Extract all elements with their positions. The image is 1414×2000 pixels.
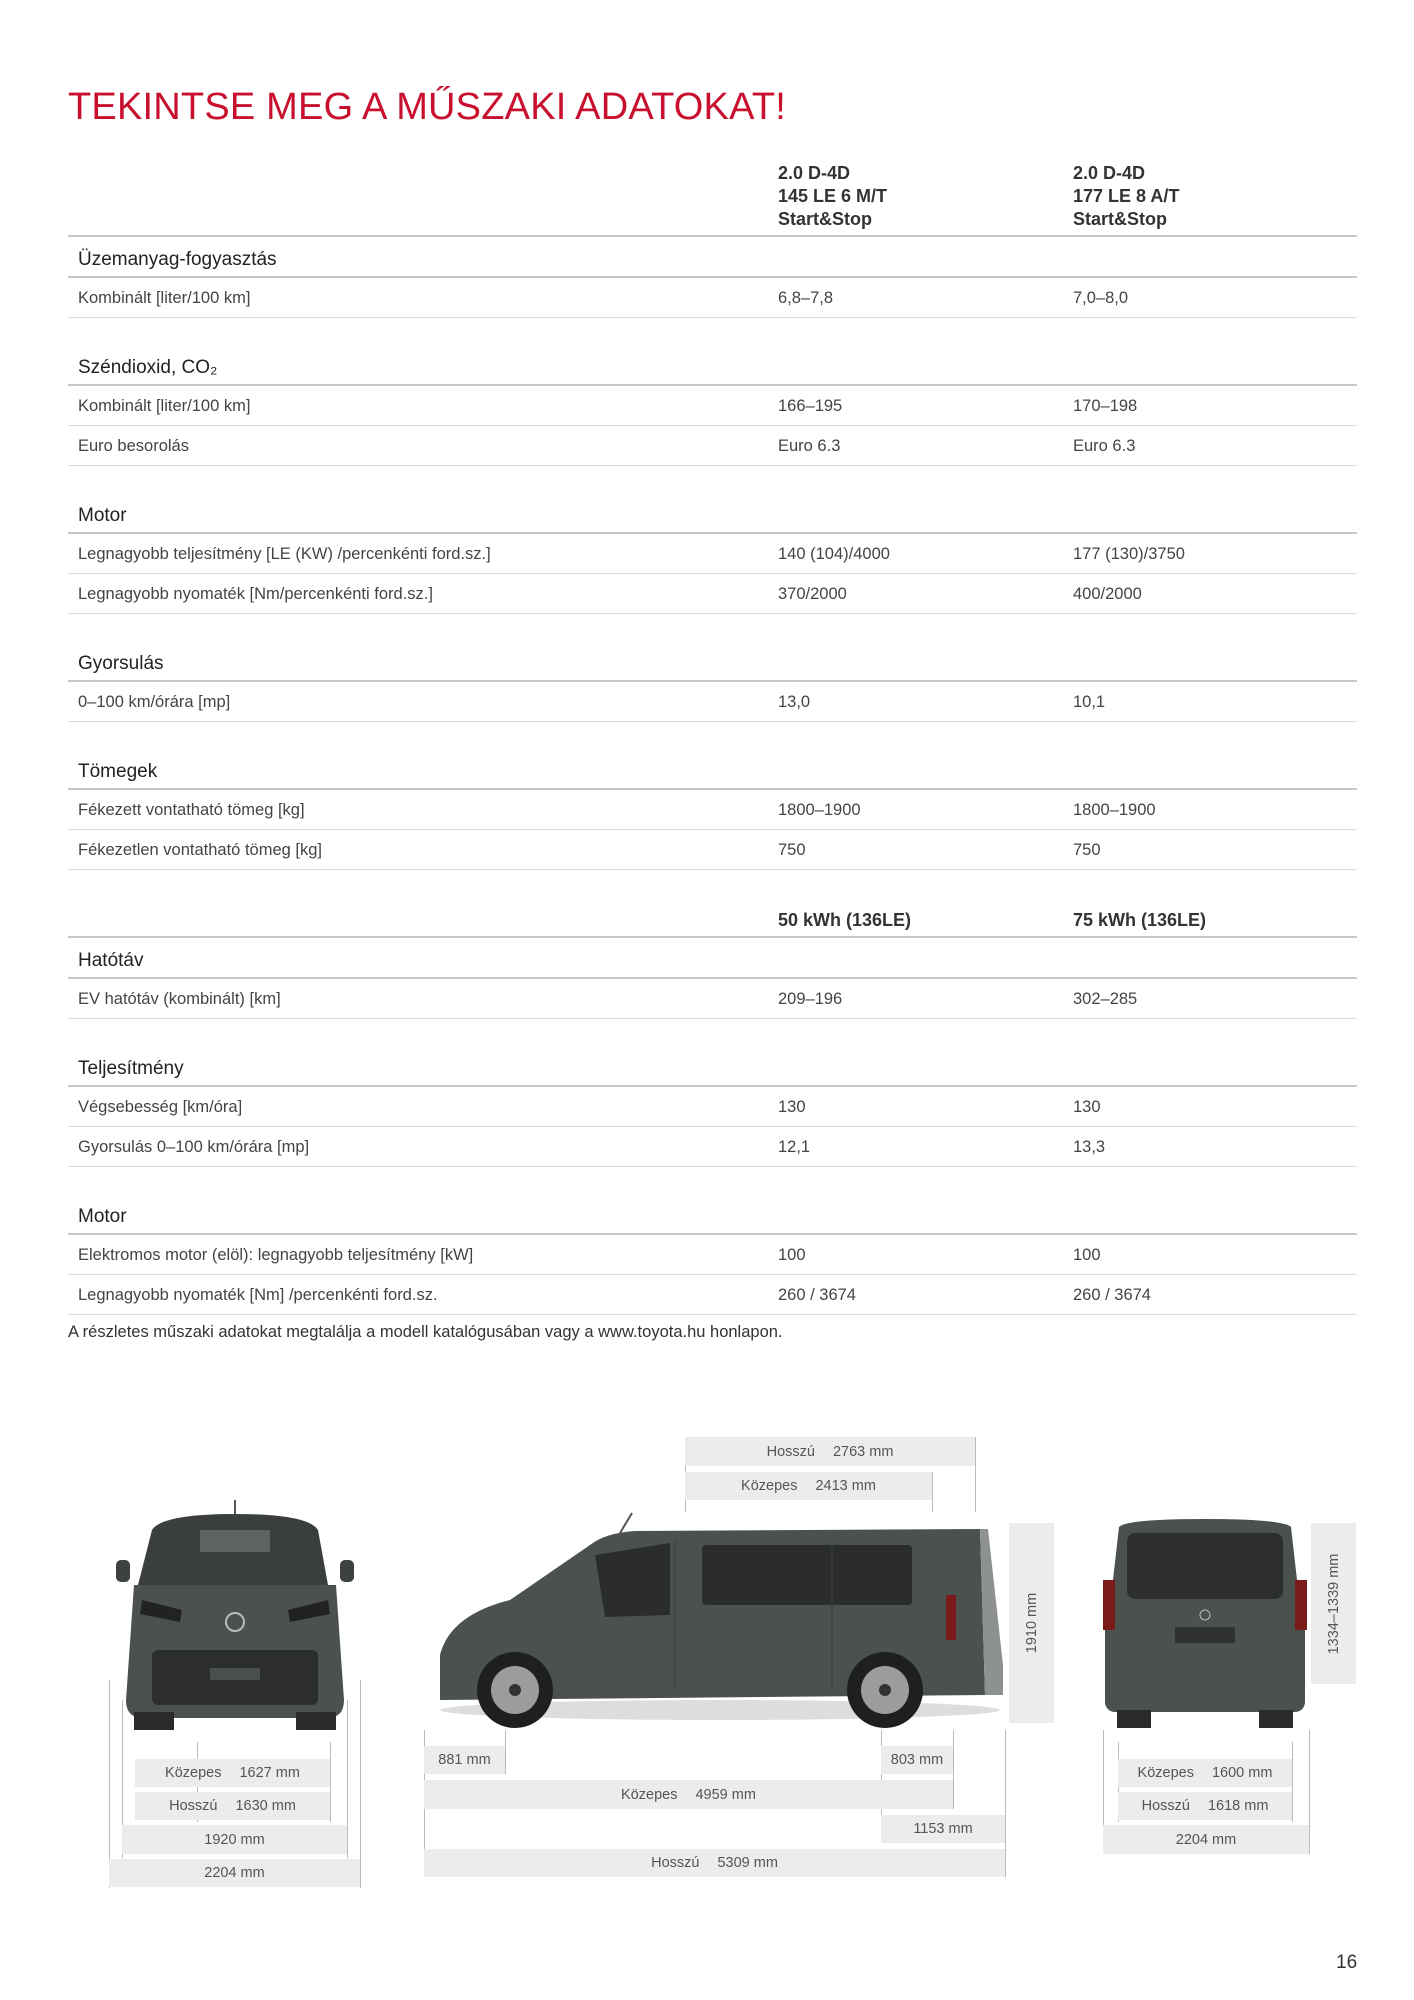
row-label: Kombinált [liter/100 km]	[78, 289, 251, 307]
row-value: 370/2000	[778, 585, 847, 603]
row-value: 100	[778, 1246, 806, 1264]
rear-opening-height: 1334–1339 mm	[1311, 1523, 1356, 1684]
row-value: Euro 6.3	[1073, 437, 1136, 455]
table-row	[68, 278, 1357, 318]
table-row	[68, 1235, 1357, 1275]
row-label: Fékezetlen vontatható tömeg [kg]	[78, 841, 322, 859]
row-value: 260 / 3674	[1073, 1286, 1151, 1304]
rear-track-long: Hosszú 1618 mm	[1118, 1792, 1292, 1820]
row-value: 750	[1073, 841, 1101, 859]
table-row	[68, 979, 1357, 1019]
table-row	[68, 574, 1357, 614]
table-row	[68, 386, 1357, 426]
front-track-long: Hosszú 1630 mm	[135, 1792, 330, 1820]
van-rear-view-image	[1097, 1515, 1313, 1731]
diesel-column-headers	[68, 150, 1357, 237]
rear-track-mid: Közepes 1600 mm	[1118, 1759, 1292, 1787]
row-label: Legnagyobb teljesítmény [LE (KW) /percenkénti ford.sz.]	[78, 545, 491, 563]
section-heading-row	[68, 1167, 1357, 1235]
row-label: Legnagyobb nyomaték [Nm] /percenkénti ford.sz.	[78, 1286, 438, 1304]
row-label: Euro besorolás	[78, 437, 189, 455]
column-header: 2.0 D-4D 177 LE 8 A/T Start&Stop	[1073, 163, 1180, 229]
section-heading-row	[68, 722, 1357, 790]
row-value: 1800–1900	[1073, 801, 1156, 819]
row-value: 302–285	[1073, 990, 1138, 1008]
row-value: 6,8–7,8	[778, 289, 834, 307]
front-overhang: 881 mm	[424, 1746, 505, 1774]
footnote: A részletes műszaki adatokat megtalálja a modell katalógusában vagy a www.toyota.hu honlapon.	[68, 1323, 783, 1341]
section-heading-row	[68, 1019, 1357, 1087]
row-value: 100	[1073, 1246, 1101, 1264]
row-value: 170–198	[1073, 397, 1138, 415]
table-row	[68, 1087, 1357, 1127]
length-mid: Közepes 4959 mm	[424, 1780, 953, 1809]
table-row	[68, 1127, 1357, 1167]
row-value: 13,3	[1073, 1138, 1106, 1156]
spec-table	[68, 150, 1357, 1315]
section-heading-row	[68, 466, 1357, 534]
table-row	[68, 682, 1357, 722]
ev-column-headers	[68, 870, 1357, 938]
table-row	[68, 830, 1357, 870]
rear-overhang-long: 1153 mm	[881, 1815, 1005, 1843]
column-header: 75 kWh (136LE)	[1073, 910, 1207, 930]
row-value: 260 / 3674	[778, 1286, 856, 1304]
row-value: 12,1	[778, 1138, 811, 1156]
row-value: 400/2000	[1073, 585, 1142, 603]
row-divider	[68, 1314, 1357, 1315]
section-heading: Hatótáv	[78, 950, 144, 971]
section-heading: Motor	[78, 1206, 127, 1227]
column-header: 50 kWh (136LE)	[778, 910, 912, 930]
side-wheelbase-mid: Közepes 2413 mm	[685, 1472, 932, 1500]
row-label: Elektromos motor (elöl): legnagyobb teljesítmény [kW]	[78, 1246, 474, 1264]
section-heading: Motor	[78, 505, 127, 526]
row-value: 130	[778, 1098, 806, 1116]
table-row	[68, 790, 1357, 830]
row-label: Fékezett vontatható tömeg [kg]	[78, 801, 305, 819]
row-label: Kombinált [liter/100 km]	[78, 397, 251, 415]
row-label: Legnagyobb nyomaték [Nm/percenkénti ford.sz.]	[78, 585, 433, 603]
row-value: 209–196	[778, 990, 843, 1008]
section-heading: Üzemanyag-fogyasztás	[78, 249, 277, 270]
table-row	[68, 1275, 1357, 1315]
section-heading: Tömegek	[78, 761, 158, 782]
table-row	[68, 426, 1357, 466]
side-wheelbase-long: Hosszú 2763 mm	[685, 1437, 975, 1466]
section-heading: Teljesítmény	[78, 1058, 184, 1079]
row-value: 7,0–8,0	[1073, 289, 1129, 307]
page-title: TEKINTSE MEG A MŰSZAKI ADATOKAT!	[68, 86, 786, 128]
side-height: 1910 mm	[1009, 1523, 1054, 1723]
van-front-view-image	[112, 1500, 358, 1732]
front-width: 1920 mm	[122, 1825, 347, 1854]
section-heading-row	[68, 614, 1357, 682]
page-number: 16	[1336, 1952, 1358, 1973]
section-heading-row	[68, 938, 1357, 979]
row-value: 130	[1073, 1098, 1101, 1116]
front-width-total: 2204 mm	[109, 1859, 360, 1887]
section-heading-row	[68, 237, 1357, 278]
row-value: 140 (104)/4000	[778, 545, 890, 563]
row-value: 750	[778, 841, 806, 859]
section-heading-row	[68, 318, 1357, 386]
row-value: 10,1	[1073, 693, 1106, 711]
section-heading: Gyorsulás	[78, 653, 164, 674]
rear-width-total: 2204 mm	[1103, 1825, 1309, 1854]
row-value: 1800–1900	[778, 801, 861, 819]
section-heading: Széndioxid, CO₂	[78, 357, 218, 378]
row-value: 13,0	[778, 693, 811, 711]
row-value: Euro 6.3	[778, 437, 841, 455]
van-side-view-image	[420, 1505, 1010, 1733]
length-long: Hosszú 5309 mm	[424, 1849, 1005, 1877]
rear-overhang: 803 mm	[881, 1746, 953, 1774]
row-value: 177 (130)/3750	[1073, 545, 1185, 563]
table-row	[68, 534, 1357, 574]
row-label: EV hatótáv (kombinált) [km]	[78, 990, 281, 1008]
column-header: 2.0 D-4D 145 LE 6 M/T Start&Stop	[778, 163, 888, 229]
row-label: Végsebesség [km/óra]	[78, 1098, 243, 1116]
front-track-mid: Közepes 1627 mm	[135, 1759, 330, 1787]
row-label: 0–100 km/órára [mp]	[78, 693, 231, 711]
row-label: Gyorsulás 0–100 km/órára [mp]	[78, 1138, 310, 1156]
row-value: 166–195	[778, 397, 843, 415]
